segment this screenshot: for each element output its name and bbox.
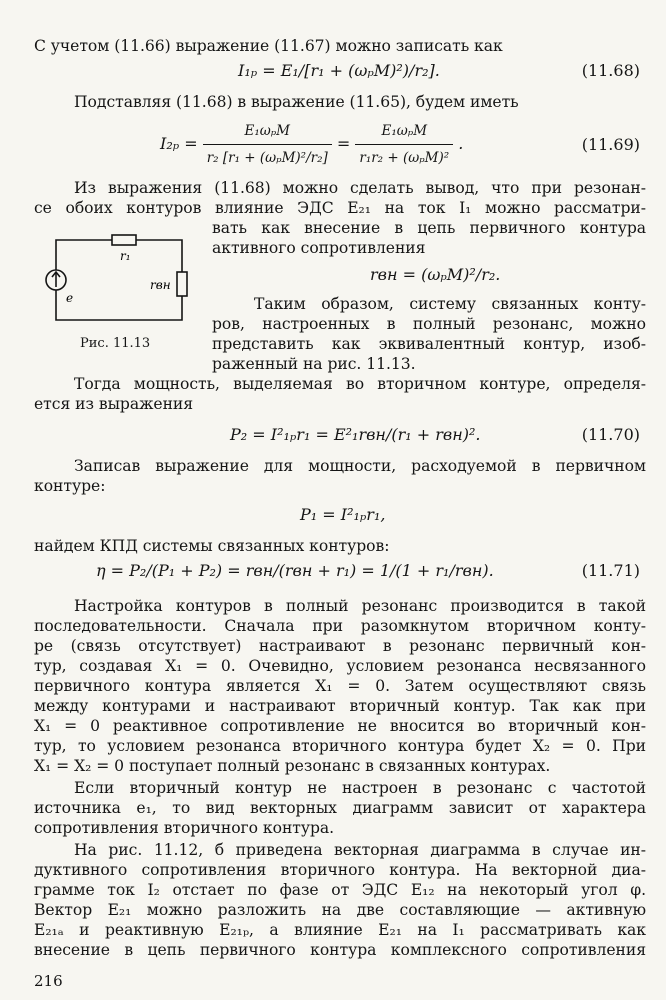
resistor-rvn (177, 272, 187, 296)
text-line: На рис. 11.12, б приведена векторная диаграмма в случае ин- (74, 841, 646, 859)
equals-sign: = (336, 134, 351, 153)
text-line: контуре: (34, 477, 106, 495)
fraction (203, 120, 332, 169)
text-line: вать как внесение в цепь первичного контура (212, 219, 646, 237)
page-number: 216 (34, 972, 63, 990)
text-line: активного сопротивления (212, 239, 426, 257)
text-line: Тогда мощность, выделяемая во вторичном контуре, определя- (74, 375, 646, 393)
text-line: внесение в цепь первичного контура комплексного сопротивления (34, 941, 646, 959)
text-line: Таким образом, систему связанных конту- (254, 295, 646, 313)
text-line: X₁ = 0 реактивное сопротивление не вносится во вторичный кон- (34, 717, 646, 735)
text-line: первичного контура является X₁ = 0. Затем осуществляют связь (34, 677, 646, 695)
text-line: E₂₁ₐ и реактивную E₂₁ₚ, а влияние E₂₁ на I₁ рассматривать как (34, 921, 646, 939)
equation-rvn: rвн = (ωₚM)²/r₂. (370, 265, 501, 284)
text-line: ется из выражения (34, 395, 194, 413)
equation-11-68: I₁ₚ = E₁/[r₁ + (ωₚM)²)/r₂]. (238, 61, 440, 80)
resistor-r1 (112, 235, 136, 245)
text-line: ре (связь отсутствует) настраивают в резонанс первичный кон- (34, 637, 646, 655)
text-line: X₁ = X₂ = 0 поступает полный резонанс в связанных контурах. (34, 757, 551, 775)
equation-11-71: η = P₂/(P₁ + P₂) = rвн/(rвн + r₁) = 1/(1 + r₁/rвн). (96, 561, 494, 580)
text-line: се обоих контуров влияние ЭДС E₂₁ на ток I₁ можно рассматри- (34, 199, 646, 217)
equation-number: (11.71) (581, 561, 640, 580)
text-line: Вектор E₂₁ можно разложить на две составляющие — активную (34, 901, 646, 919)
text-line: ров, настроенных в полный резонанс, можно (212, 315, 646, 333)
fraction (355, 120, 453, 169)
text-line: Если вторичный контур не настроен в резонанс с частотой (74, 779, 646, 797)
equation-11-69 (160, 120, 463, 169)
text-line: сопротивления вторичного контура. (34, 819, 335, 837)
equation-number: (11.70) (581, 425, 640, 444)
text-line: Настройка контуров в полный резонанс производится в такой (74, 597, 646, 615)
equation-number: (11.69) (581, 135, 640, 154)
period: . (458, 134, 464, 153)
text-line: тур, создавая X₁ = 0. Очевидно, условием резонанса несвязанного (34, 657, 646, 675)
denominator: r₁r₂ + (ωₚM)² (359, 150, 450, 166)
text-line: представить как эквивалентный контур, изоб- (212, 335, 646, 353)
equation-lhs: I₂ₚ = (160, 134, 198, 153)
text-line: грамме ток I₂ отстает по фазе от ЭДС E₁₂ на некоторый угол φ. (34, 881, 646, 899)
text-line: Записав выражение для мощности, расходуемой в первичном (74, 457, 646, 475)
text-line: источника e₁, то вид векторных диаграмм зависит от характера (34, 799, 646, 817)
text-line: Из выражения (11.68) можно сделать вывод, что при резонан- (74, 179, 646, 197)
label-r1: r₁ (120, 249, 131, 263)
equation-number: (11.68) (581, 61, 640, 80)
equation-11-70: P₂ = I²₁ₚr₁ = E²₁rвн/(r₁ + rвн)². (230, 425, 481, 444)
label-e: e (66, 291, 74, 305)
text-line: найдем КПД системы связанных контуров: (34, 537, 390, 555)
numerator: E₁ωₚM (203, 120, 332, 145)
text-line: последовательности. Сначала при разомкнутом вторичном конту- (34, 617, 646, 635)
text-line: тур, то условием резонанса вторичного контура будет X₂ = 0. При (34, 737, 646, 755)
text-line: раженный на рис. 11.13. (212, 355, 416, 373)
wire (56, 240, 112, 270)
equation-p1: P₁ = I²₁ₚr₁, (300, 505, 386, 524)
numerator: E₁ωₚM (355, 120, 453, 145)
text-line: дуктивного сопротивления вторичного контура. На векторной диа- (34, 861, 646, 879)
text-line: С учетом (11.66) выражение (11.67) можно записать как (34, 37, 503, 55)
figure-caption: Рис. 11.13 (80, 336, 151, 351)
text-line: Подставляя (11.68) в выражение (11.65), будем иметь (74, 93, 519, 111)
denominator: r₂ [r₁ + (ωₚM)²/r₂] (206, 150, 328, 166)
label-rvn: rвн (150, 278, 171, 292)
text-line: между контурами и настраивают вторичный контур. Так как при (34, 697, 646, 715)
wire (56, 290, 182, 320)
wire (136, 240, 182, 272)
circuit-diagram (36, 228, 206, 328)
